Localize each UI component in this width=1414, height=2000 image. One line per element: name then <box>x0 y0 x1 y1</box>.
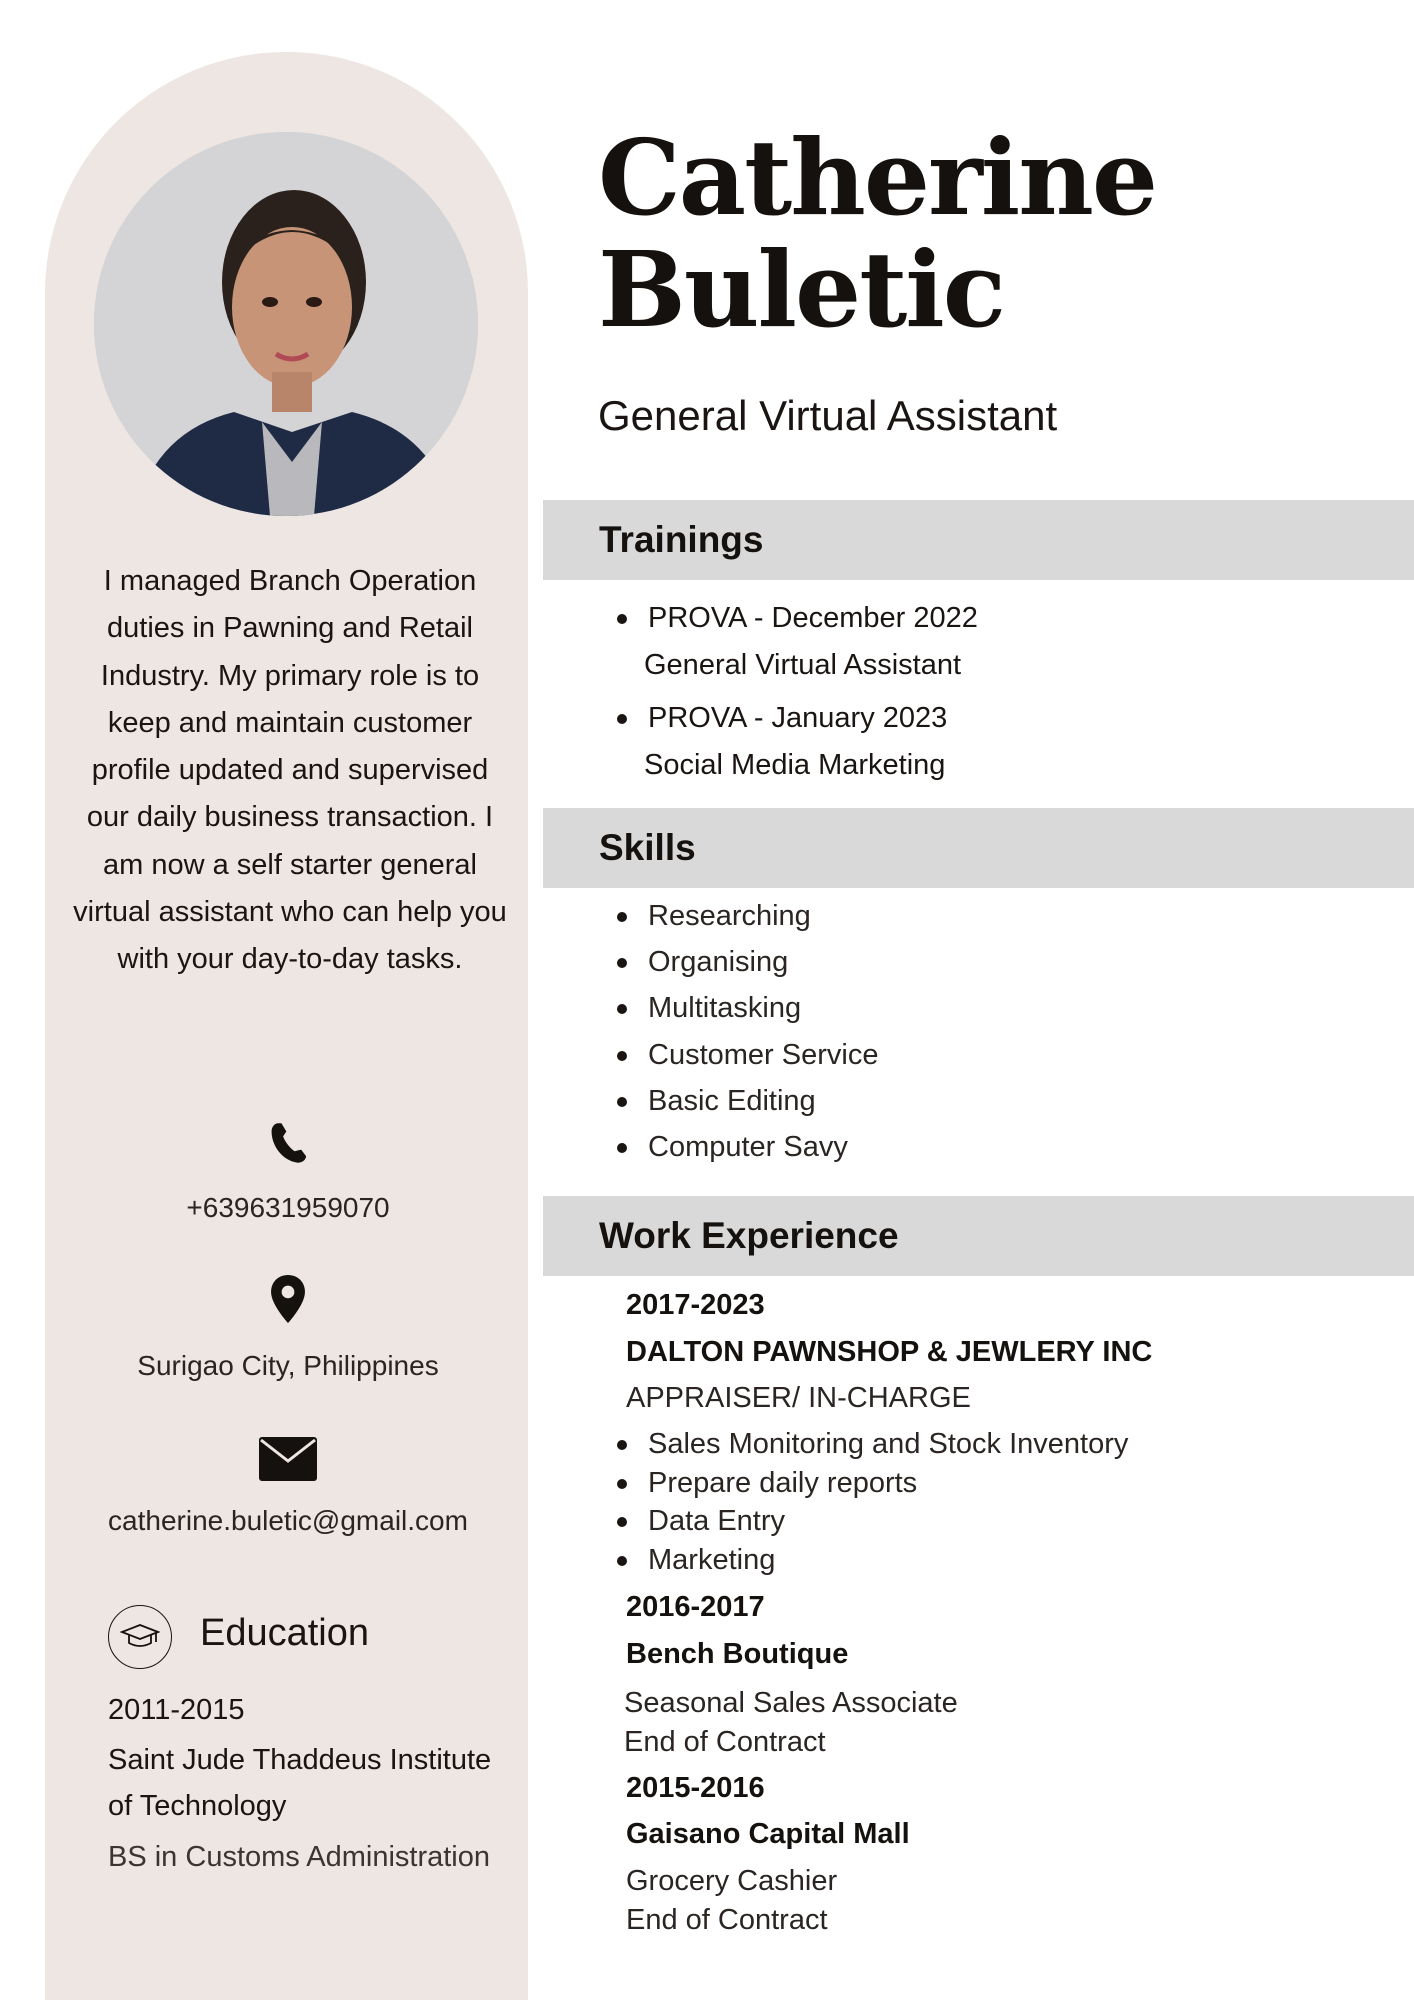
skill-item: Multitasking <box>648 992 802 1024</box>
job-note: End of Contract <box>626 1904 828 1936</box>
skills-header <box>543 808 1414 888</box>
trainings-header <box>543 500 1414 580</box>
training-subtitle: General Virtual Assistant <box>644 649 962 681</box>
phone-icon <box>0 1120 576 1166</box>
education-school-line: of Technology <box>108 1790 287 1822</box>
full-name <box>598 116 1157 351</box>
training-item: PROVA - January 2023 <box>648 702 948 734</box>
skill-item: Computer Savy <box>648 1131 848 1163</box>
first-name: Catherine <box>598 116 1157 239</box>
graduation-cap-icon <box>108 1605 172 1669</box>
job-position: Seasonal Sales Associate <box>624 1687 958 1719</box>
training-item: PROVA - December 2022 <box>648 602 978 634</box>
envelope-icon <box>0 1437 576 1481</box>
job-position: Grocery Cashier <box>626 1865 838 1897</box>
last-name: Buletic <box>598 228 1005 351</box>
job-years: 2016-2017 <box>626 1591 765 1623</box>
job-note: End of Contract <box>624 1726 826 1758</box>
skill-item: Organising <box>648 946 789 978</box>
profile-photo <box>94 132 478 516</box>
skill-item: Basic Editing <box>648 1085 816 1117</box>
section-title: Work Experience <box>599 1215 899 1256</box>
section-title: Skills <box>599 827 696 868</box>
job-company: Gaisano Capital Mall <box>626 1818 910 1850</box>
skill-item: Researching <box>648 900 811 932</box>
job-company: DALTON PAWNSHOP & JEWLERY INC <box>626 1336 1153 1368</box>
job-duty: Data Entry <box>648 1505 785 1537</box>
job-company: Bench Boutique <box>626 1638 849 1670</box>
job-title: General Virtual Assistant <box>598 392 1058 439</box>
skill-item: Customer Service <box>648 1039 879 1071</box>
education-degree: BS in Customs Administration <box>108 1841 490 1873</box>
education-heading: Education <box>200 1612 370 1654</box>
email-text: catherine.buletic@gmail.com <box>108 1505 468 1536</box>
profile-summary: I managed Branch Operation duties in Pawning and Retail Industry. My primary role is to keep and maintain customer profile updated and supervised our daily business transaction. I am now a self starter general virtual assistant who can help you with your day-to-day tasks. <box>73 565 507 976</box>
education-school <box>108 1737 518 1829</box>
job-duty: Marketing <box>648 1544 776 1576</box>
location-pin-icon <box>0 1275 576 1323</box>
location-text: Surigao City, Philippines <box>137 1350 439 1381</box>
job-years: 2015-2016 <box>626 1772 765 1804</box>
education-years: 2011-2015 <box>108 1694 245 1726</box>
job-duty: Sales Monitoring and Stock Inventory <box>648 1428 1129 1460</box>
training-subtitle: Social Media Marketing <box>644 749 946 781</box>
job-years: 2017-2023 <box>626 1289 765 1321</box>
job-duty: Prepare daily reports <box>648 1467 918 1499</box>
phone-number: +639631959070 <box>186 1192 390 1223</box>
job-position: APPRAISER/ IN-CHARGE <box>626 1382 971 1414</box>
education-school-line: Saint Jude Thaddeus Institute <box>108 1744 492 1776</box>
work-experience-header <box>543 1196 1414 1276</box>
section-title: Trainings <box>599 519 764 560</box>
